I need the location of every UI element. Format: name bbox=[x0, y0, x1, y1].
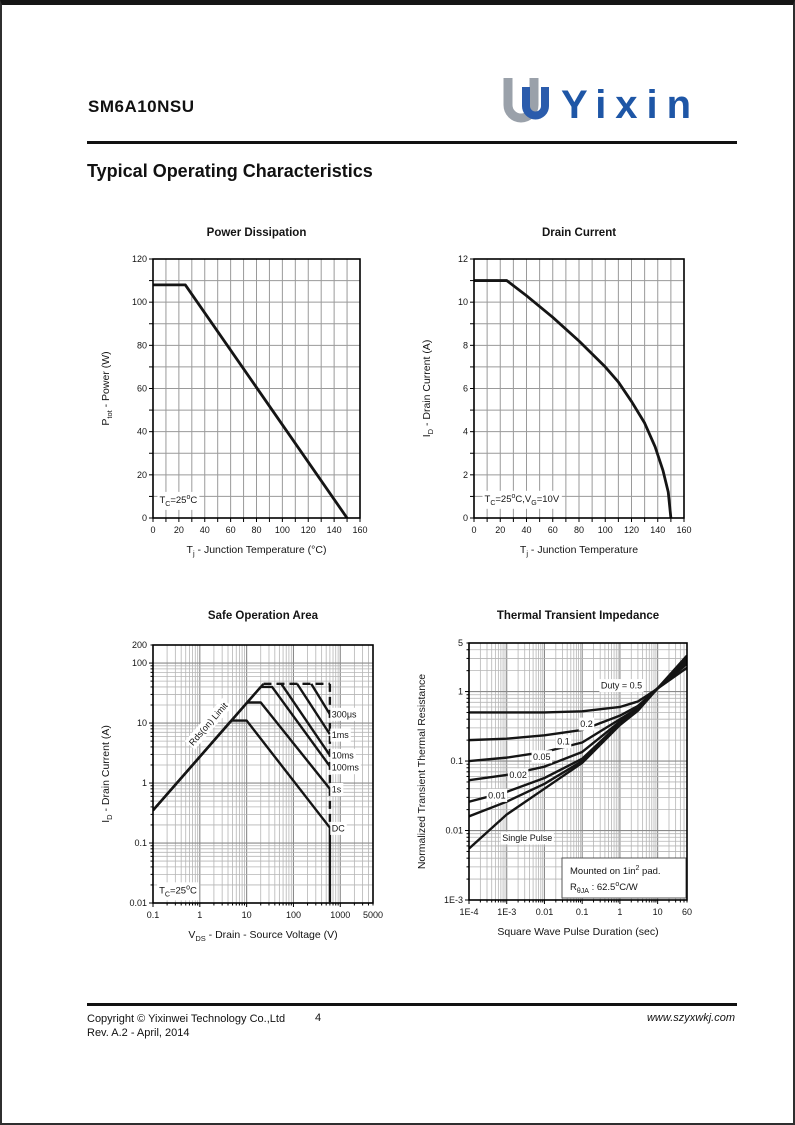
y-tick-label: 80 bbox=[136, 340, 147, 351]
curve-label-group bbox=[556, 735, 572, 748]
drain-current-chart bbox=[407, 218, 717, 570]
copyright-line: Copyright © Yixinwei Technology Co.,Ltd bbox=[87, 1013, 286, 1025]
ticks bbox=[470, 259, 684, 522]
curve-label: 100ms bbox=[331, 762, 359, 773]
y-tick-label: 1 bbox=[457, 686, 463, 697]
curve-label-group bbox=[330, 749, 356, 762]
y-tick-label: 8 bbox=[462, 340, 468, 351]
footer-copyright bbox=[87, 1012, 285, 1040]
thermal-transient-impedance-chart bbox=[402, 601, 712, 957]
safe-operation-area-chart bbox=[87, 601, 397, 957]
y-axis-label-group bbox=[100, 725, 114, 823]
annotation: $T_C=25^oC$ bbox=[159, 493, 198, 508]
curve-label: 10ms bbox=[331, 750, 354, 761]
logo-u-icon bbox=[498, 74, 554, 136]
curve-label-group bbox=[330, 783, 343, 796]
x-tick-label: 100 bbox=[285, 910, 301, 920]
series-power-limit bbox=[153, 285, 347, 518]
x-tick-label: 100 bbox=[597, 525, 613, 535]
x-tick-label: 5000 bbox=[362, 910, 384, 920]
curve-label: 1s bbox=[331, 784, 342, 795]
y-axis-label-group bbox=[416, 674, 428, 869]
y-tick-label: 200 bbox=[131, 640, 147, 650]
logo-text: Yixin bbox=[561, 83, 701, 127]
annotation: $T_C=25^oC,V_G=10V$ bbox=[484, 492, 560, 507]
x-tick-label: 80 bbox=[573, 525, 585, 535]
y-tick-label: 60 bbox=[136, 383, 147, 394]
power-dissipation-chart bbox=[87, 218, 397, 570]
y-tick-label: 2 bbox=[462, 469, 468, 480]
curve-label-group bbox=[508, 769, 529, 782]
x-tick-label: 1 bbox=[197, 910, 203, 920]
x-tick-label: 0.1 bbox=[575, 907, 589, 917]
x-tick-label: 160 bbox=[676, 525, 692, 535]
y-tick-label: 0.1 bbox=[134, 838, 147, 849]
y-tick-label: 100 bbox=[131, 658, 147, 669]
ticks bbox=[149, 259, 360, 522]
curve-label: DC bbox=[331, 823, 345, 834]
series-group bbox=[474, 281, 671, 518]
x-tick-label: 20 bbox=[173, 525, 184, 535]
curve-label-group bbox=[330, 729, 351, 742]
x-tick-label: 140 bbox=[650, 525, 666, 535]
chart-title: Drain Current bbox=[541, 227, 617, 239]
page-number: 4 bbox=[315, 1012, 322, 1024]
x-tick-label: 40 bbox=[199, 525, 210, 535]
x-tick-label: 0.01 bbox=[535, 907, 554, 917]
y-axis-label: $I_D$ - Drain Current (A) bbox=[100, 725, 114, 823]
x-tick-label: 0 bbox=[150, 525, 156, 535]
curve-label: 0.02 bbox=[509, 770, 527, 780]
y-tick-label: 100 bbox=[131, 297, 147, 308]
y-tick-label: 0.1 bbox=[450, 756, 463, 767]
product-title: SM6A10NSU bbox=[88, 97, 195, 116]
curve-label-group bbox=[185, 698, 232, 750]
curve-label-group bbox=[599, 679, 643, 692]
x-tick-label: 140 bbox=[326, 525, 342, 535]
y-tick-label: 12 bbox=[457, 254, 468, 264]
y-tick-label: 120 bbox=[131, 254, 147, 264]
annotation: $T_C=25^oC$ bbox=[159, 884, 197, 899]
x-tick-label: 60 bbox=[681, 907, 693, 917]
curve-label-group bbox=[487, 789, 508, 802]
x-tick-label: 10 bbox=[652, 907, 663, 917]
x-tick-label: 0 bbox=[471, 525, 477, 535]
y-tick-label: 0.01 bbox=[129, 898, 147, 908]
y-tick-label: 4 bbox=[462, 426, 468, 437]
series-group bbox=[153, 684, 330, 902]
x-tick-label: 60 bbox=[225, 525, 236, 535]
y-tick-label: 5 bbox=[457, 638, 463, 648]
revision-line: Rev. A.2 - April, 2014 bbox=[87, 1027, 190, 1039]
curve-label: 1ms bbox=[331, 730, 349, 741]
y-tick-label: 40 bbox=[136, 426, 147, 437]
curve-label-group bbox=[330, 761, 361, 774]
x-tick-label: 1E-4 bbox=[459, 907, 479, 917]
y-tick-label: 20 bbox=[136, 469, 147, 480]
series-group bbox=[153, 285, 347, 518]
curve-label: 300μs bbox=[331, 709, 357, 720]
section-title: Typical Operating Characteristics bbox=[87, 161, 373, 181]
curve-label: 0.2 bbox=[580, 719, 593, 730]
curve-label-group bbox=[330, 708, 358, 721]
x-tick-label: 1E-3 bbox=[497, 907, 517, 917]
series-dc bbox=[153, 721, 330, 903]
curve-label: Duty = 0.5 bbox=[600, 680, 643, 691]
curve-label: 0.05 bbox=[533, 751, 551, 762]
footer-rule bbox=[87, 1003, 737, 1006]
curve-label-group bbox=[579, 718, 595, 731]
x-tick-label: 20 bbox=[495, 525, 506, 535]
chart-title: Safe Operation Area bbox=[207, 610, 319, 622]
curve-label: 0.1 bbox=[557, 736, 570, 747]
curve-label-group bbox=[330, 822, 346, 835]
curve-label: Rds(on) Limit bbox=[187, 700, 230, 748]
x-tick-label: 100 bbox=[274, 525, 290, 535]
y-axis-label: Normalized Transient Thermal Resistance bbox=[416, 673, 428, 870]
website-link[interactable]: www.szyxwkj.com bbox=[646, 1012, 735, 1024]
x-tick-label: 40 bbox=[521, 525, 532, 535]
x-axis-label: Square Wave Pulse Duration (sec) bbox=[497, 926, 659, 938]
grid bbox=[474, 259, 684, 518]
y-axis-label-group bbox=[100, 351, 114, 425]
curve-label: Single Pulse bbox=[502, 833, 553, 843]
x-tick-label: 0.1 bbox=[146, 910, 160, 920]
y-tick-label: 6 bbox=[462, 383, 468, 394]
y-axis-label: $P_{tot}$ - Power (W) bbox=[100, 351, 114, 426]
y-tick-label: 1 bbox=[141, 778, 147, 789]
x-axis-label: $T_j$ - Junction Temperature bbox=[519, 544, 639, 558]
x-tick-label: 120 bbox=[623, 525, 640, 535]
chart-title: Power Dissipation bbox=[206, 227, 307, 239]
y-axis-label: $I_D$ - Drain Current (A) bbox=[421, 339, 435, 438]
header-rule bbox=[87, 141, 737, 144]
x-tick-label: 10 bbox=[241, 910, 252, 920]
note-box-line: Mounted on $1in^2$ pad. bbox=[570, 865, 661, 877]
company-logo bbox=[498, 73, 700, 137]
x-tick-label: 120 bbox=[300, 525, 316, 535]
x-tick-label: 1 bbox=[617, 907, 623, 917]
x-axis-label: $T_j$ - Junction Temperature (°C) bbox=[186, 544, 327, 558]
curve-label-group bbox=[532, 750, 553, 763]
x-tick-label: 60 bbox=[547, 525, 558, 535]
y-tick-label: 10 bbox=[457, 297, 468, 308]
curve-label: 0.01 bbox=[488, 790, 506, 801]
y-tick-label: 10 bbox=[136, 718, 147, 729]
y-tick-label: 0 bbox=[141, 513, 147, 523]
x-tick-label: 160 bbox=[352, 525, 368, 535]
x-tick-label: 1000 bbox=[330, 910, 351, 920]
x-axis-label: $V_{DS}$ - Drain - Source Voltage (V) bbox=[188, 929, 338, 943]
curve-label-group bbox=[501, 832, 554, 845]
y-tick-label: 1E-3 bbox=[443, 895, 463, 905]
y-axis-label-group bbox=[421, 340, 435, 438]
y-tick-label: 0.01 bbox=[445, 825, 463, 836]
series-id-limit bbox=[474, 281, 671, 518]
y-tick-label: 0 bbox=[462, 513, 468, 523]
note-box-line: $R_{\theta JA}$ : 62.5$^o$C/W bbox=[570, 881, 638, 895]
x-tick-label: 80 bbox=[251, 525, 262, 535]
chart-title: Thermal Transient Impedance bbox=[496, 610, 660, 622]
